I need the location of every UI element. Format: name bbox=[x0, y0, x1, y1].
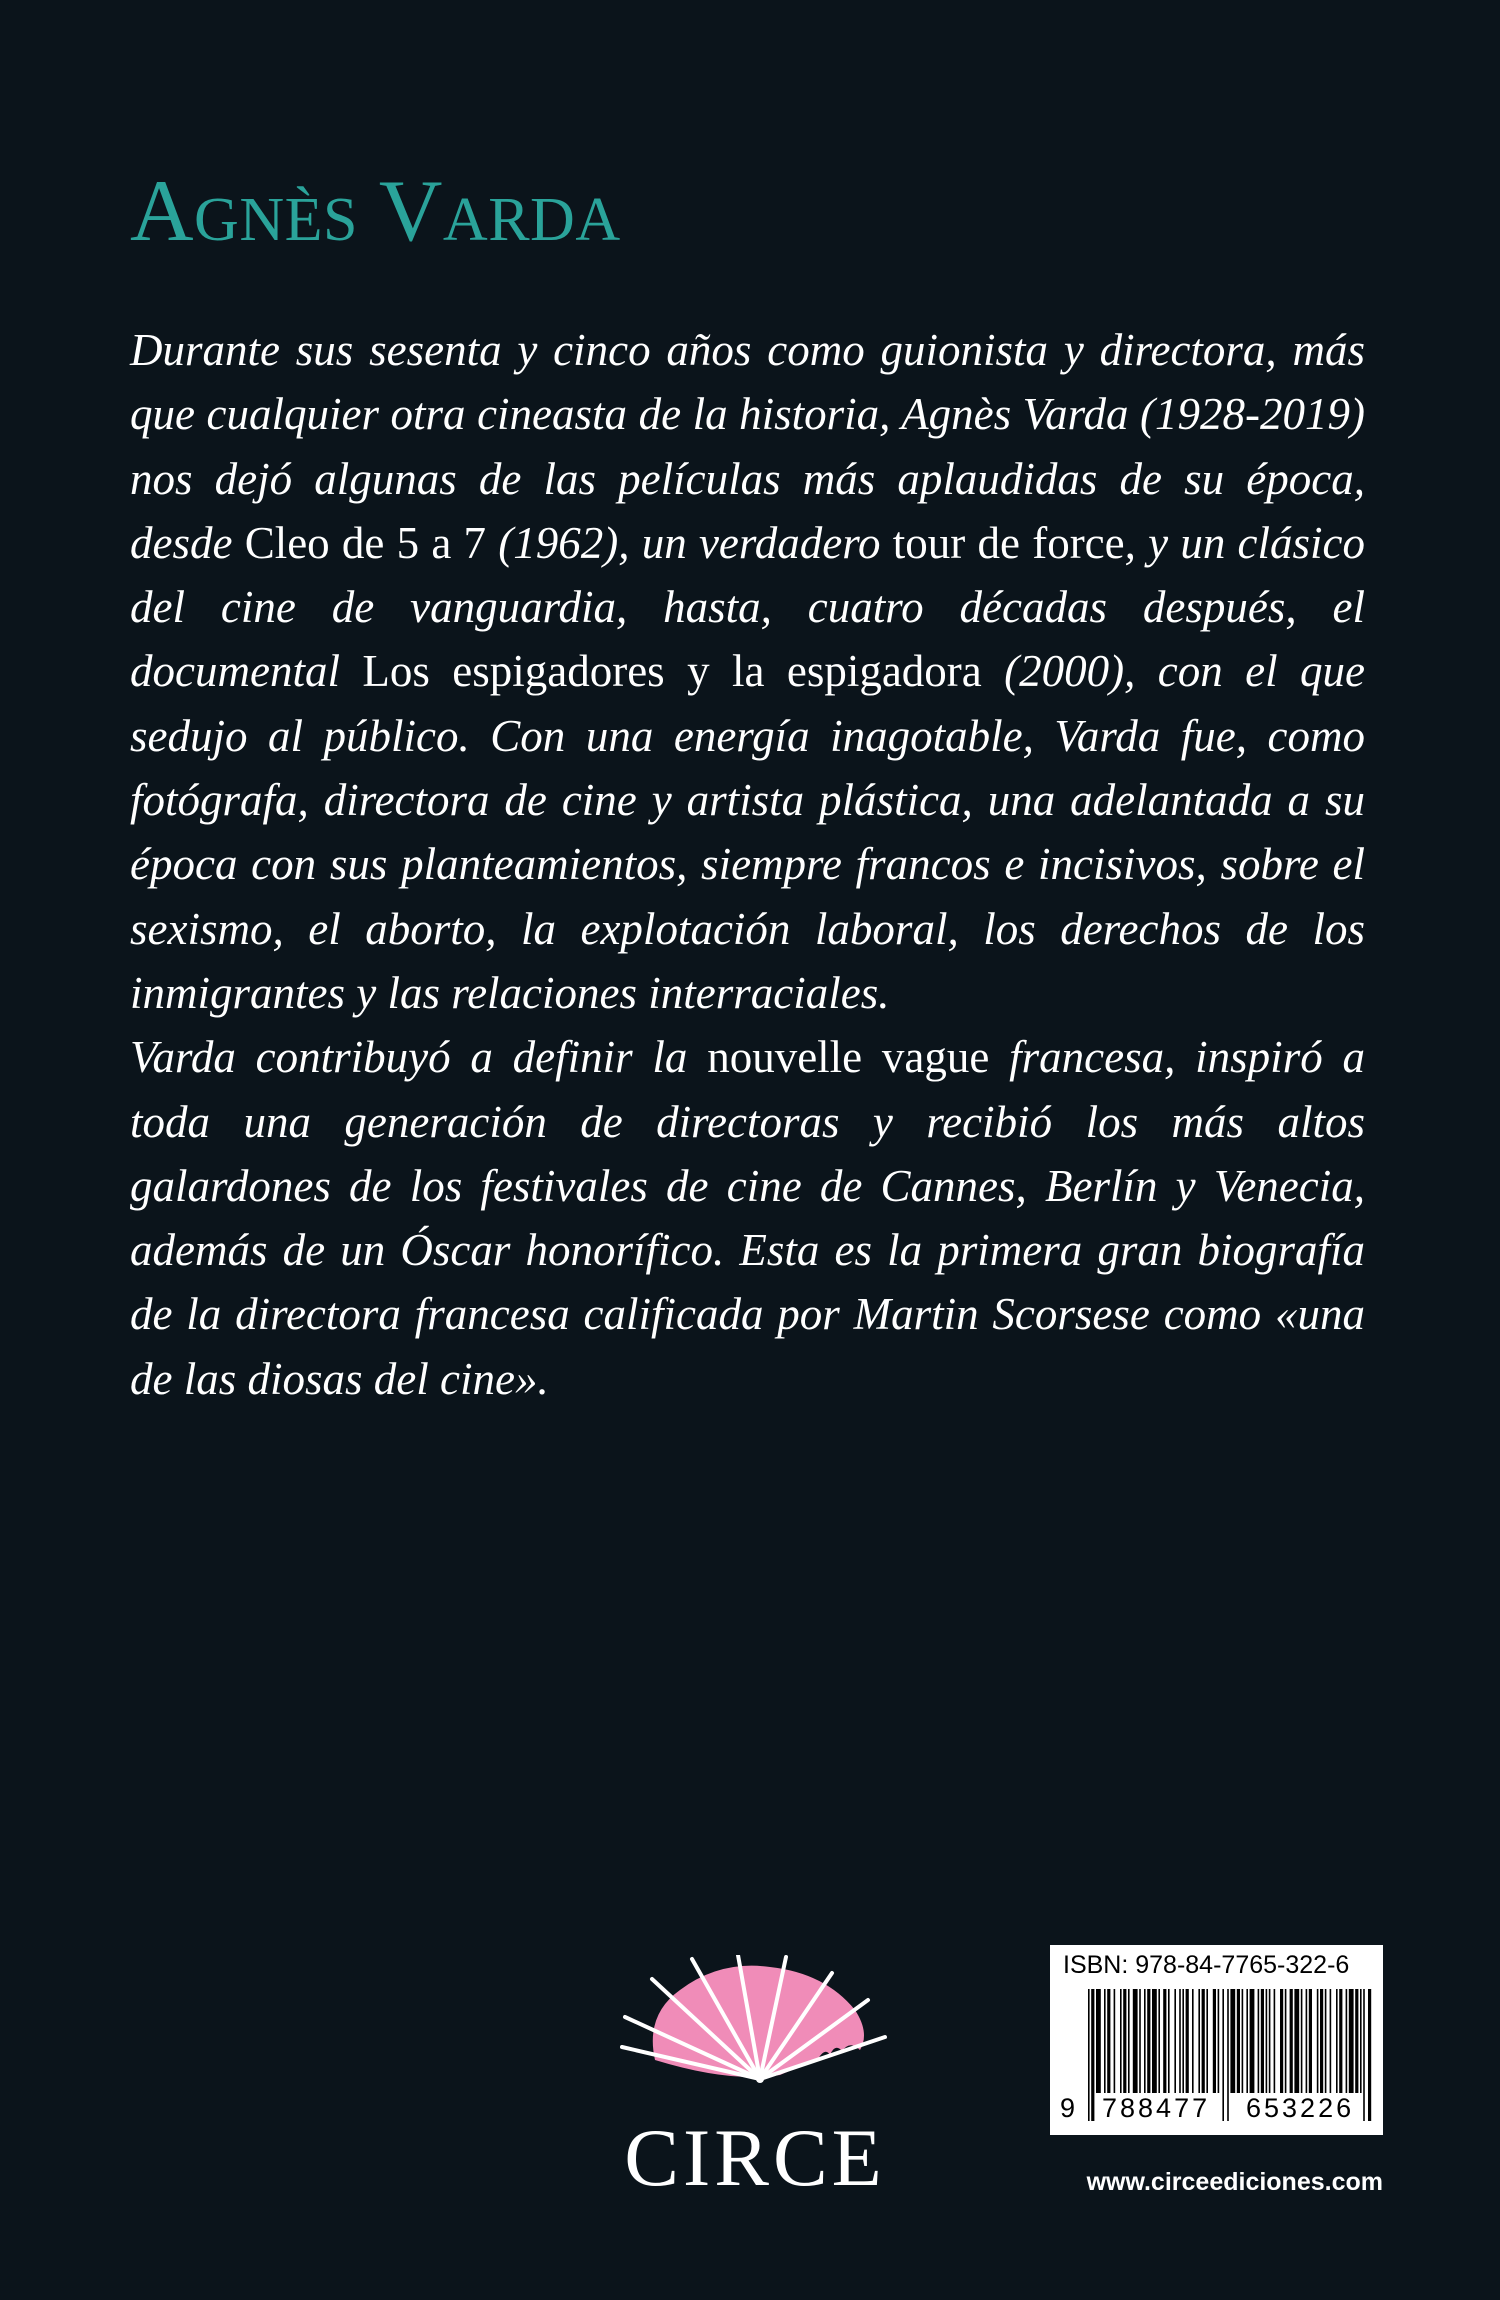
barcode-bar bbox=[1301, 1989, 1303, 2093]
barcode-bar bbox=[1104, 1989, 1106, 2093]
barcode-bar bbox=[1269, 1989, 1271, 2093]
film-title: tour de force bbox=[892, 517, 1125, 568]
film-title: nouvelle vague bbox=[707, 1032, 990, 1083]
barcode-bar bbox=[1346, 1989, 1348, 2093]
film-title: Los espigadores y la espigadora bbox=[362, 646, 982, 697]
barcode-bar bbox=[1242, 1989, 1244, 2093]
publisher-website: www.circeediciones.com bbox=[1086, 2168, 1383, 2196]
barcode-digits-right: 653226 bbox=[1246, 2093, 1355, 2123]
barcode-bar bbox=[1309, 1989, 1312, 2093]
barcode-bar bbox=[1088, 1989, 1090, 2121]
barcode-bar bbox=[1144, 1989, 1146, 2093]
publisher-logo bbox=[600, 1955, 910, 2205]
barcode-bar bbox=[1123, 1989, 1126, 2093]
blurb-text: (1962), un verdadero bbox=[486, 517, 893, 568]
barcode-bar bbox=[1202, 1989, 1205, 2093]
barcode-bar bbox=[1280, 1989, 1283, 2093]
barcode-bar bbox=[1266, 1989, 1268, 2093]
barcode-bar bbox=[1213, 1989, 1216, 2093]
barcode-bar bbox=[1133, 1989, 1138, 2093]
barcode-bar bbox=[1261, 1989, 1264, 2093]
barcode-bar bbox=[1147, 1989, 1150, 2093]
barcode-bar bbox=[1325, 1989, 1327, 2093]
barcode-bar bbox=[1330, 1989, 1332, 2093]
barcode-bar bbox=[1107, 1989, 1110, 2093]
blurb-text: francesa, inspiró a toda una generación de directoras y recibió los más altos galardones de los festivales de cine de Cannes, Berlín y Venecia, además de un Óscar honorífico. Esta es la primera gran biografía de la directora francesa calificada por Martin Scorsese como «una de las diosas del cine». bbox=[130, 1032, 1365, 1404]
isbn-barcode bbox=[1050, 1945, 1383, 2135]
barcode-bar bbox=[1227, 1989, 1229, 2121]
barcode-bar bbox=[1139, 1989, 1141, 2093]
blurb-text: Durante sus sesenta y cinco años como guionista y directora, más que cualquier otra cineasta de la historia, Agnès Varda (1928-2019) nos dejó algunas de las películas más aplaudidas de su época, desde bbox=[130, 325, 1365, 568]
barcode-bar bbox=[1306, 1989, 1308, 2093]
barcode-bar bbox=[1186, 1989, 1189, 2093]
barcode-bar bbox=[1363, 1989, 1365, 2121]
blurb-paragraph-2 bbox=[130, 1025, 1365, 1411]
barcode-digits-left: 788477 bbox=[1102, 2093, 1211, 2123]
barcode-bar bbox=[1218, 1989, 1220, 2093]
barcode-bar bbox=[1290, 1989, 1293, 2093]
barcode-bar bbox=[1274, 1989, 1276, 2093]
barcode-bar bbox=[1192, 1989, 1194, 2093]
barcode-bar bbox=[1230, 1989, 1235, 2093]
blurb-text: , y un clásico del cine de vanguardia, hasta, cuatro décadas después, el documental bbox=[130, 517, 1366, 697]
barcode-bar bbox=[1250, 1989, 1255, 2093]
barcode-bar bbox=[1237, 1989, 1240, 2093]
blurb-text: Varda contribuyó a definir la bbox=[130, 1032, 708, 1083]
barcode-bar bbox=[1168, 1989, 1170, 2093]
blurb-paragraph-1 bbox=[130, 318, 1365, 1025]
barcode-bar bbox=[1120, 1989, 1122, 2093]
blurb-text: (2000), con el que sedujo al público. Con una energía inagotable, Varda fue, como fotógrafa, directora de cine y artista plástica, una adelantada a su época con sus planteamientos, siempre francos e incisivos, sobre el sexismo, el aborto, la explotación laboral, los derechos de los inmigrantes y las relaciones interraciales. bbox=[130, 646, 1366, 1018]
barcode-bar bbox=[1091, 1989, 1094, 2121]
barcode-bar bbox=[1114, 1989, 1116, 2093]
barcode-bar bbox=[1368, 1989, 1371, 2121]
barcode-bar bbox=[1158, 1989, 1160, 2093]
book-author-title: Agnès Varda bbox=[130, 163, 621, 260]
pink-fan-icon bbox=[620, 1955, 890, 2085]
barcode-bar bbox=[1182, 1989, 1184, 2093]
barcode-bar bbox=[1179, 1989, 1181, 2093]
barcode-bar bbox=[1174, 1989, 1176, 2093]
barcode-bar bbox=[1163, 1989, 1166, 2093]
barcode-bar bbox=[1355, 1989, 1358, 2093]
barcode-bar bbox=[1360, 1989, 1362, 2093]
barcode-bar bbox=[1285, 1989, 1287, 2093]
back-cover-blurb bbox=[130, 318, 1365, 1411]
barcode-bar bbox=[1317, 1989, 1319, 2093]
barcode-bar bbox=[1128, 1989, 1130, 2093]
barcode-digit-prefix: 9 bbox=[1060, 2093, 1079, 2123]
film-title: Cleo de 5 a 7 bbox=[244, 517, 487, 568]
barcode-bar bbox=[1206, 1989, 1208, 2093]
barcode-bar bbox=[1320, 1989, 1323, 2093]
isbn-label: ISBN: 978-84-7765-322-6 bbox=[1063, 1951, 1350, 1979]
barcode-bar bbox=[1222, 1989, 1224, 2121]
barcode-bar bbox=[1258, 1989, 1260, 2093]
barcode-bar bbox=[1198, 1989, 1200, 2093]
barcode-bar bbox=[1246, 1989, 1248, 2093]
barcode-bar bbox=[1339, 1989, 1342, 2093]
barcode-bar bbox=[1336, 1989, 1338, 2093]
barcode-bar bbox=[1349, 1989, 1354, 2093]
barcode-bar bbox=[1294, 1989, 1299, 2093]
barcode-bar bbox=[1096, 1989, 1101, 2093]
publisher-name: CIRCE bbox=[624, 2112, 886, 2203]
barcode-bar bbox=[1152, 1989, 1157, 2093]
